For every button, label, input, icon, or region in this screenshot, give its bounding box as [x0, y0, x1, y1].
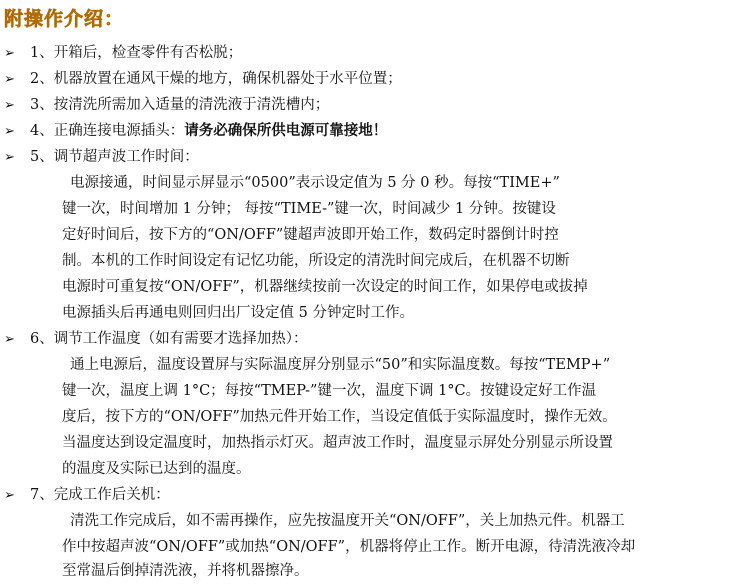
bullet-arrow-icon: ➢: [4, 150, 15, 165]
paragraph-line: 电源接通，时间显示屏显示“0500”表示设定值为 5 分 0 秒。每按“TIME+”: [70, 175, 560, 191]
list-item-text: 6、调节工作温度（如有需要才选择加热）：: [30, 331, 308, 347]
paragraph-line: 作中按超声波“ON/OFF”或加热“ON/OFF”，机器将停止工作。断开电源，待清洗液冷却: [62, 539, 636, 555]
paragraph-line: 定好时间后，按下方的“ON/OFF”键超声波即开始工作，数码定时器倒计时控: [62, 227, 559, 243]
paragraph-line: 键一次，温度上调 1°C；每按“TMEP-”键一次，温度下调 1°C。按键设定好工作温: [62, 383, 597, 399]
paragraph-line: 当温度达到设定温度时，加热指示灯灭。超声波工作时，温度显示屏处分别显示所设置: [62, 435, 613, 451]
list-item-3: [4, 93, 329, 118]
bullet-arrow-icon: ➢: [4, 98, 15, 113]
list-item-text: 7、完成工作后关机：: [30, 487, 170, 503]
list-item-2: [4, 67, 402, 92]
bullet-arrow-icon: ➢: [4, 124, 15, 139]
paragraph-line: 清洗工作完成后，如不需再操作，应先按温度开关“ON/OFF”，关上加热元件。机器工: [70, 513, 625, 529]
list-item-text: 2、机器放置在通风干燥的地方，确保机器处于水平位置；: [30, 71, 402, 87]
bullet-arrow-icon: ➢: [4, 72, 15, 87]
list-item-text: 3、按清洗所需加入适量的清洗液于清洗槽内；: [30, 97, 330, 113]
paragraph-line: 电源时可重复按“ON/OFF”，机器继续按前一次设定的时间工作，如果停电或拔掉: [62, 279, 588, 295]
bullet-arrow-icon: ➢: [4, 46, 15, 61]
paragraph-line: 制。本机的工作时间设定有记忆功能，所设定的清洗时间完成后，在机器不切断: [62, 253, 570, 269]
bullet-arrow-icon: ➢: [4, 488, 15, 503]
paragraph-line: 的温度及实际已达到的温度。: [62, 461, 251, 477]
list-item-text: 1、开箱后，检查零件有否松脱；: [30, 45, 243, 61]
list-item-1: [4, 41, 242, 66]
bullet-arrow-icon: ➢: [4, 332, 15, 347]
paragraph-line: 度后，按下方的“ON/OFF”加热元件开始工作，当设定值低于实际温度时，操作无效。: [62, 409, 617, 425]
list-item-text: 4、正确连接电源插头：: [30, 123, 185, 139]
list-item-5: [4, 145, 199, 170]
paragraph-line: 至常温后倒掉清洗液，并将机器擦净。: [62, 563, 309, 579]
list-item-7: [4, 483, 170, 508]
list-item-4: [4, 119, 387, 144]
list-item-text: 5、调节超声波工作时间：: [30, 149, 199, 165]
paragraph-line: 通上电源后，温度设置屏与实际温度屏分别显示“50”和实际温度数。每按“TEMP+”: [70, 357, 611, 373]
paragraph-line: 电源插头后再通电则回归出厂设定值 5 分钟定时工作。: [62, 305, 414, 321]
list-item-6: [4, 327, 307, 352]
paragraph-line: 键一次，时间增加 1 分钟； 每按“TIME-”键一次，时间减少 1 分钟。按键设: [62, 201, 556, 217]
grounding-warning: 请务必确保所供电源可靠接地！: [184, 123, 388, 139]
page-title: 附操作介绍：: [4, 8, 125, 30]
